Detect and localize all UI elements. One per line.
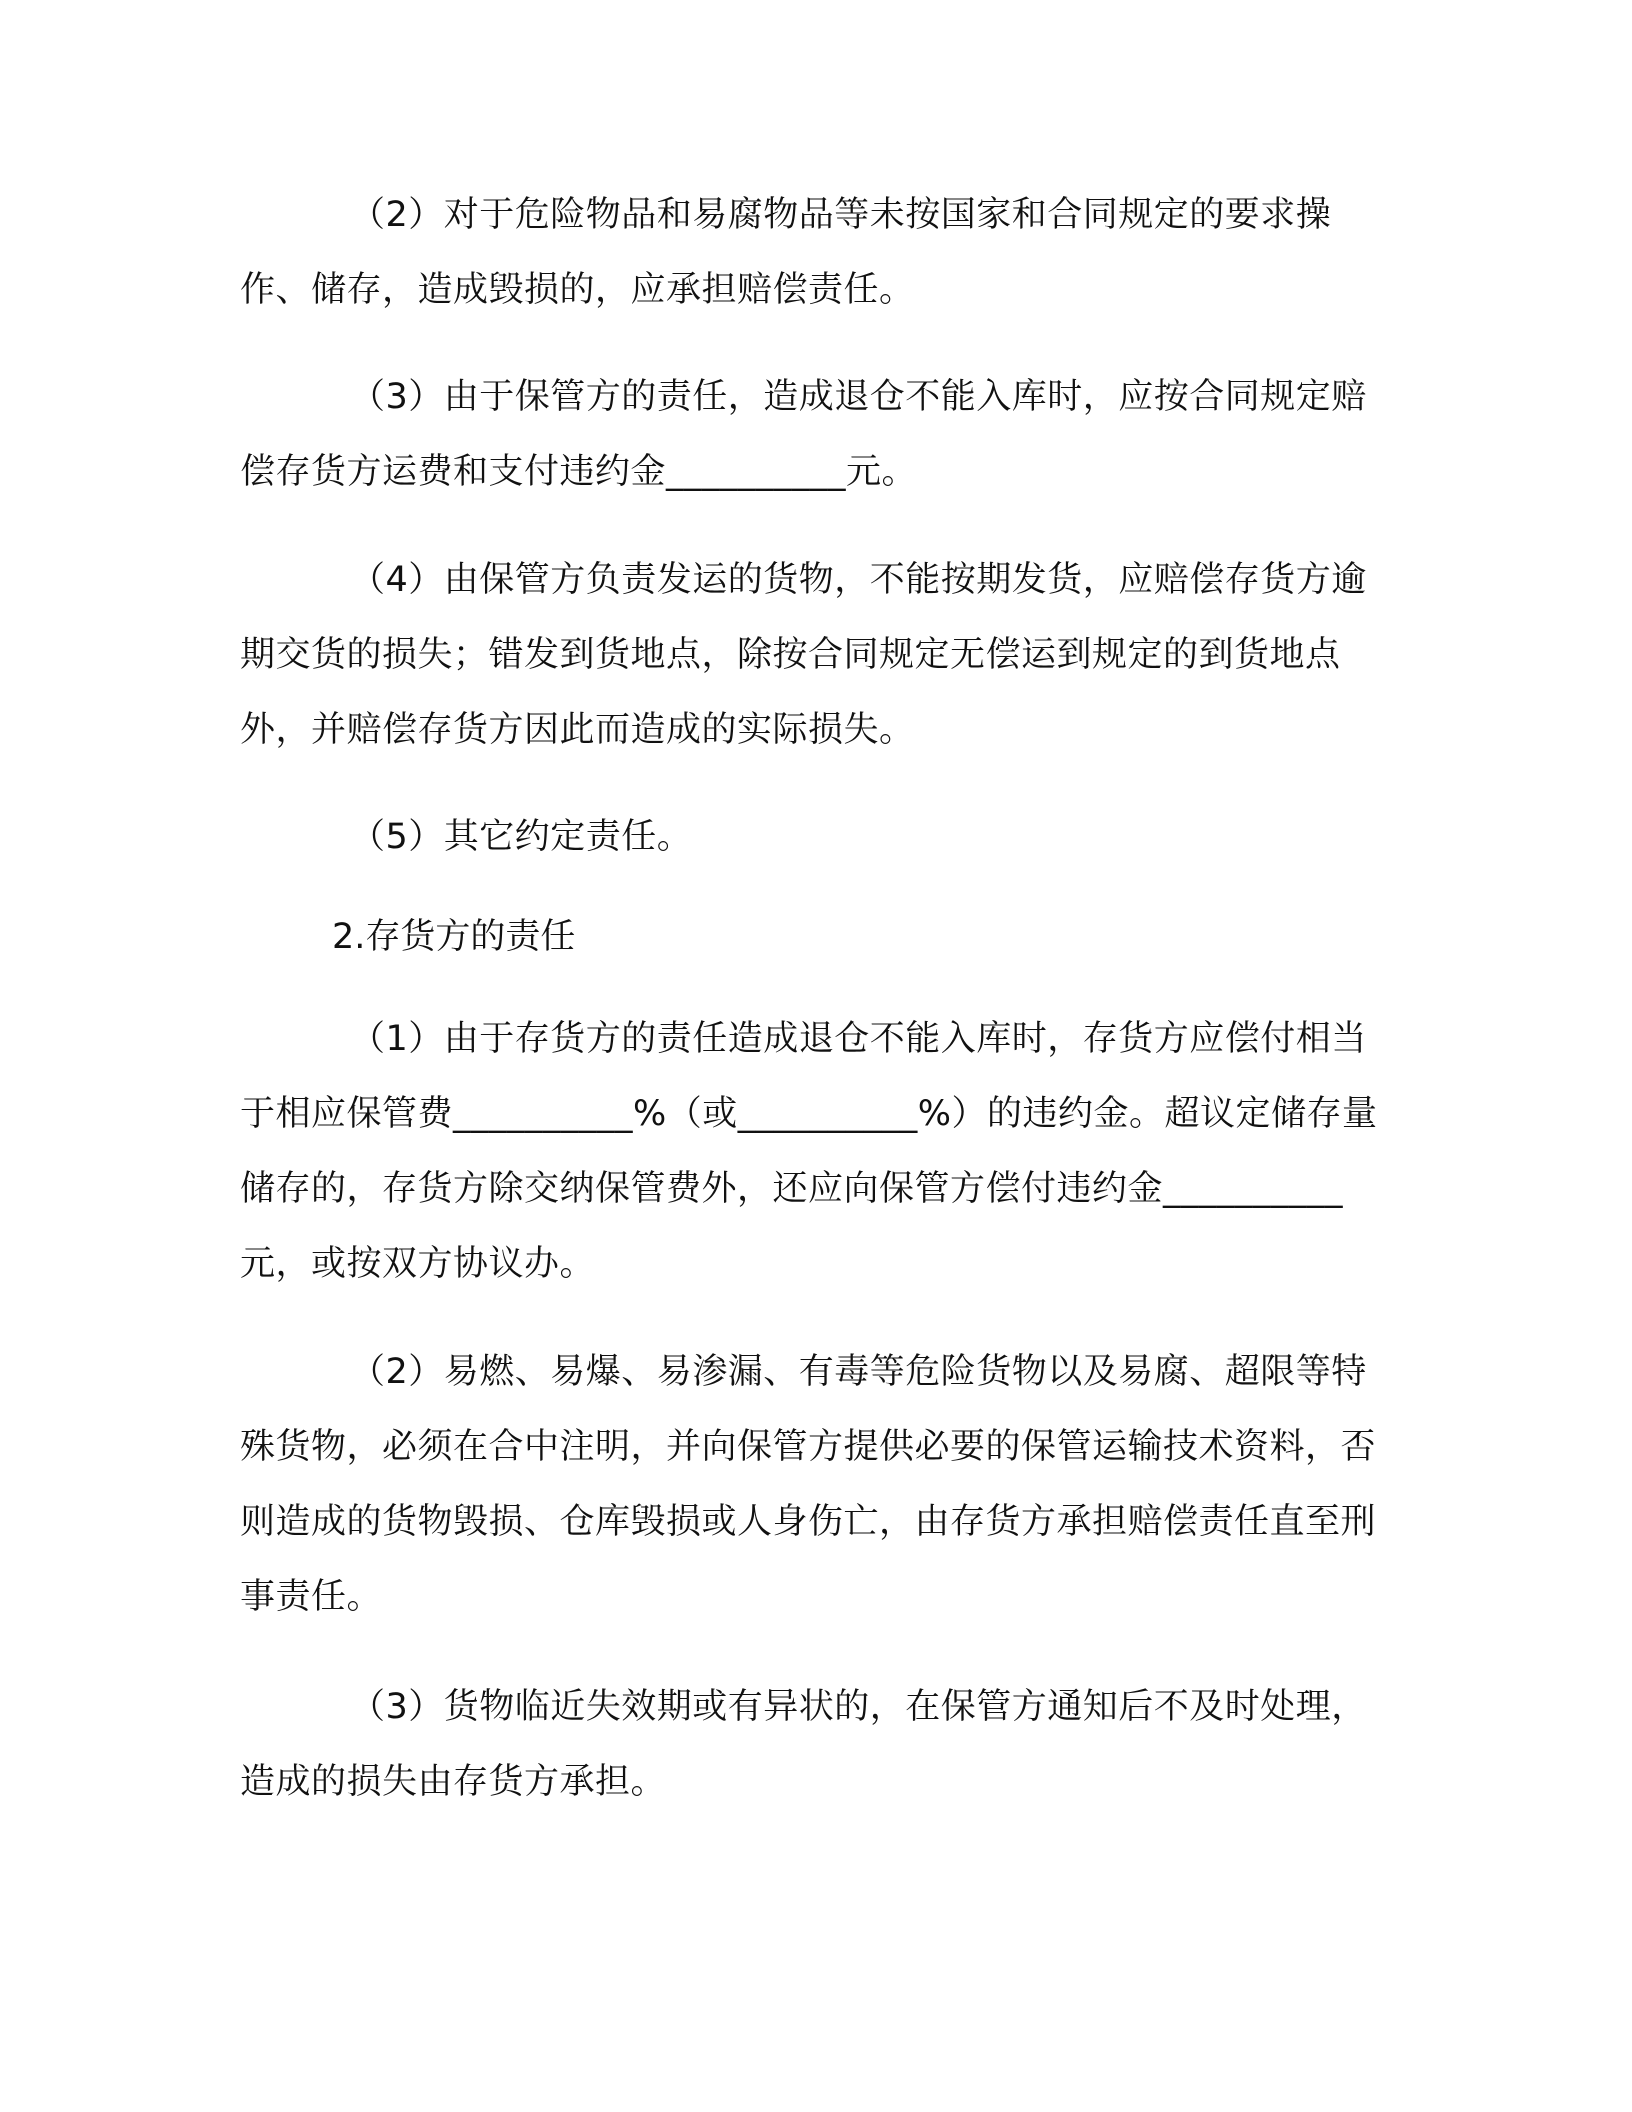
paragraph-depositor-liability-3 [240, 1670, 1390, 1820]
paragraph-text: （4）由保管方负责发运的货物，不能按期发货，应赔偿存货方逾期交货的损失；错发到货地点，除按合同规定无偿运到规定的到货地点外，并赔偿存货方因此而造成的实际损失。 [240, 560, 1367, 750]
paragraph-text: （3）货物临近失效期或有异状的，在保管方通知后不及时处理，造成的损失由存货方承担。 [240, 1687, 1367, 1802]
paragraph-text: （2）易燃、易爆、易渗漏、有毒等危险货物以及易腐、超限等特殊货物，必须在合中注明，并向保管方提供必要的保管运输技术资料，否则造成的货物毁损、仓库毁损或人身伤亡，由存货方承担赔偿责任直至刑事责任。 [240, 1352, 1377, 1617]
section-heading: 2.存货方的责任 [332, 917, 576, 957]
paragraph-depositor-liability-1 [240, 1002, 1390, 1302]
paragraph-text: （3）由于保管方的责任，造成退仓不能入库时，应按合同规定赔偿存货方运费和支付违约金__________元。 [240, 377, 1367, 492]
paragraph-keeper-liability-3 [240, 360, 1390, 510]
paragraph-depositor-liability-2 [240, 1335, 1390, 1635]
paragraph-text: （1）由于存货方的责任造成退仓不能入库时，存货方应偿付相当于相应保管费__________%（或__________%）的违约金。超议定储存量储存的，存货方除交纳保管费外，还应向保管方偿付违约金__________元，或按双方协议办。 [240, 1019, 1378, 1284]
paragraph-keeper-liability-2 [240, 178, 1390, 328]
paragraph-keeper-liability-4 [240, 543, 1390, 768]
paragraph-text: （2）对于危险物品和易腐物品等未按国家和合同规定的要求操作、储存，造成毁损的，应承担赔偿责任。 [240, 195, 1332, 310]
paragraph-keeper-liability-5 [240, 800, 1390, 875]
paragraph-text: （5）其它约定责任。 [350, 817, 693, 857]
